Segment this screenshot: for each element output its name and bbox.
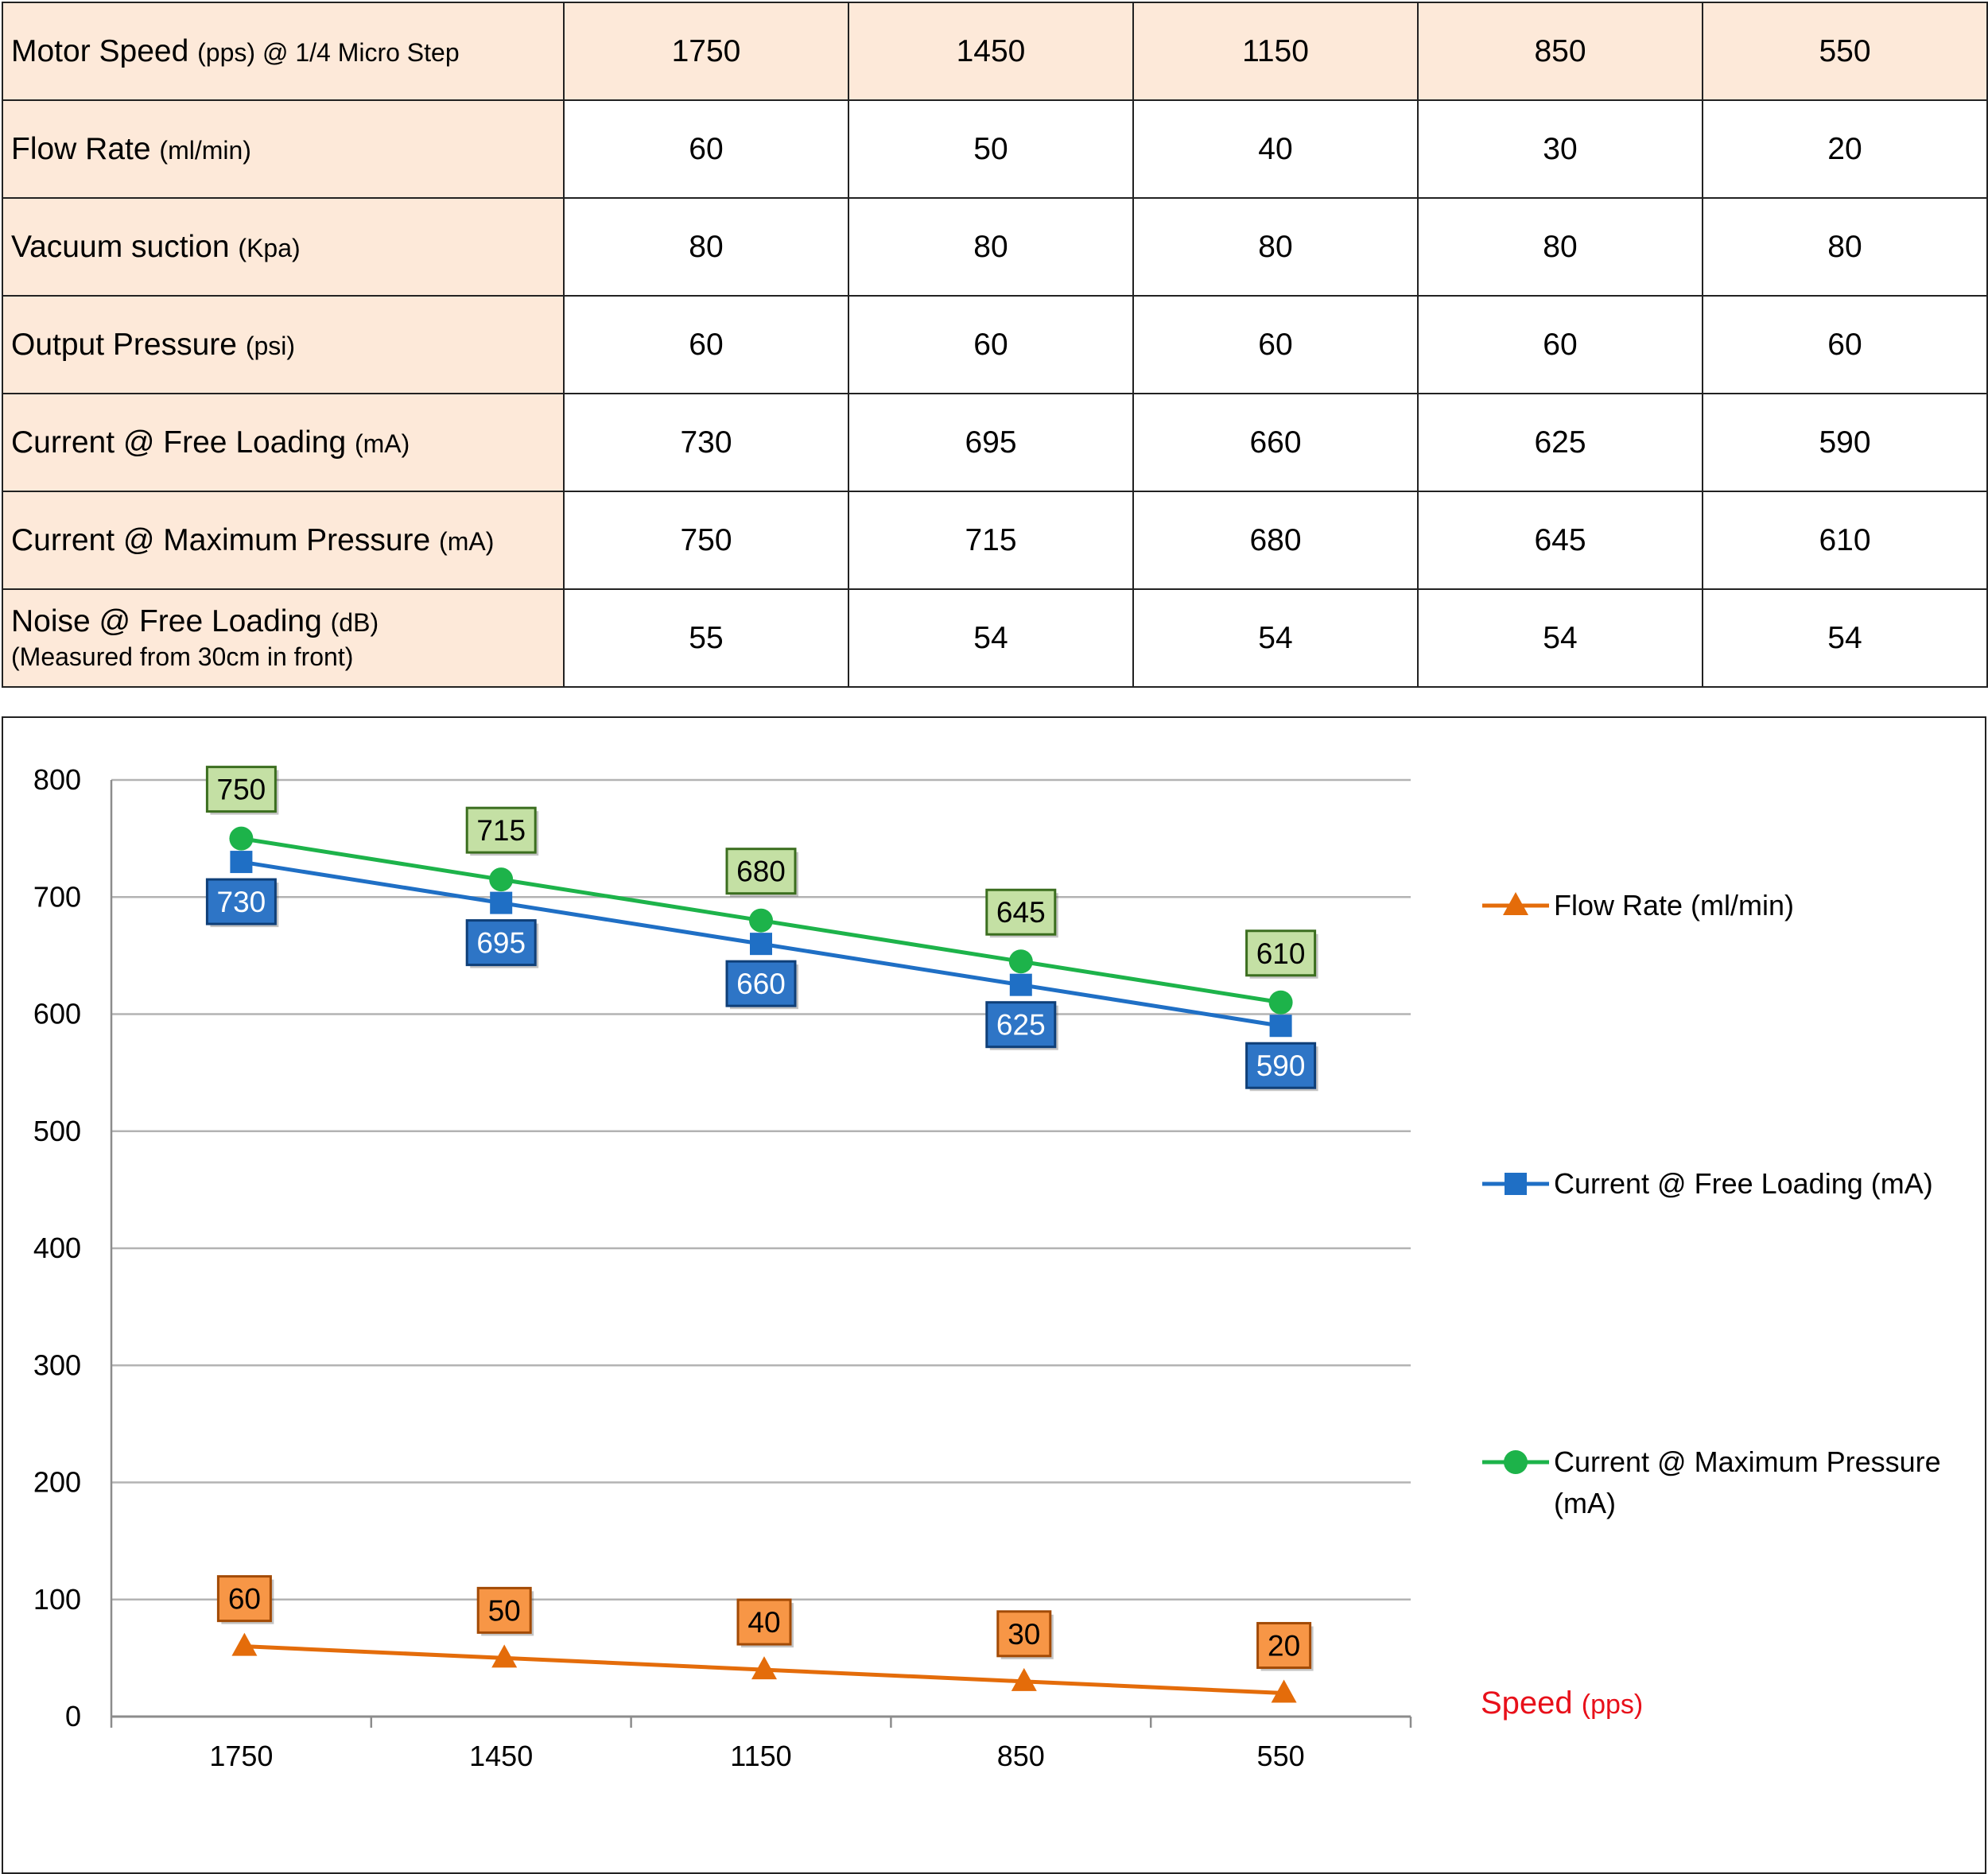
spec-table bbox=[2, 2, 1988, 688]
data-label: 590 bbox=[1256, 1050, 1306, 1083]
data-label: 680 bbox=[736, 855, 786, 888]
data-point bbox=[1010, 974, 1032, 996]
table-cell: 730 bbox=[564, 394, 848, 491]
legend-marker bbox=[1505, 1173, 1527, 1195]
table-cell: 80 bbox=[848, 198, 1133, 296]
data-point bbox=[749, 909, 773, 933]
table-cell: 80 bbox=[1133, 198, 1418, 296]
row-label bbox=[2, 2, 564, 100]
table-cell: 80 bbox=[564, 198, 848, 296]
row-label bbox=[2, 491, 564, 589]
table-cell: 50 bbox=[848, 100, 1133, 198]
y-tick-label: 800 bbox=[33, 763, 81, 796]
data-point bbox=[231, 1633, 257, 1656]
data-point bbox=[750, 933, 772, 955]
table-cell: 645 bbox=[1418, 491, 1703, 589]
data-point bbox=[230, 851, 252, 873]
table-cell: 60 bbox=[564, 296, 848, 394]
data-label: 610 bbox=[1256, 937, 1306, 970]
table-cell: 80 bbox=[1418, 198, 1703, 296]
y-tick-label: 200 bbox=[33, 1465, 81, 1499]
data-label: 60 bbox=[227, 1582, 261, 1616]
x-tick-label: 550 bbox=[1256, 1740, 1305, 1772]
table-cell: 55 bbox=[564, 589, 848, 687]
row-label-text: Current @ Free Loading bbox=[11, 425, 355, 460]
data-label: 40 bbox=[747, 1606, 781, 1639]
table-row bbox=[2, 2, 1987, 100]
table-cell: 695 bbox=[848, 394, 1133, 491]
row-label-text: Vacuum suction bbox=[11, 229, 239, 264]
data-point bbox=[1269, 991, 1293, 1015]
row-label-text: Flow Rate bbox=[11, 131, 160, 166]
table-row bbox=[2, 198, 1987, 296]
table-cell: 54 bbox=[1418, 589, 1703, 687]
table-cell: 1150 bbox=[1133, 2, 1418, 100]
table-cell: 550 bbox=[1703, 2, 1987, 100]
table-cell: 54 bbox=[848, 589, 1133, 687]
data-point bbox=[1009, 949, 1033, 973]
x-tick-label: 850 bbox=[996, 1740, 1045, 1772]
y-tick-label: 500 bbox=[33, 1114, 81, 1147]
row-label-note: (Measured from 30cm in front) bbox=[11, 642, 354, 671]
data-label: 660 bbox=[736, 968, 786, 1001]
data-point bbox=[1270, 1015, 1292, 1037]
row-label bbox=[2, 589, 564, 687]
table-row bbox=[2, 296, 1987, 394]
legend-label: Current @ Free Loading (mA) bbox=[1554, 1167, 1933, 1200]
table-cell: 60 bbox=[1418, 296, 1703, 394]
table-cell: 60 bbox=[1703, 296, 1987, 394]
table-cell: 610 bbox=[1703, 491, 1987, 589]
x-axis-title: Speed (pps) bbox=[1481, 1686, 1644, 1721]
table-cell: 850 bbox=[1418, 2, 1703, 100]
table-cell: 60 bbox=[564, 100, 848, 198]
table-cell: 40 bbox=[1133, 100, 1418, 198]
data-label: 695 bbox=[476, 926, 526, 960]
table-cell: 1750 bbox=[564, 2, 848, 100]
legend-marker bbox=[1504, 1450, 1528, 1474]
y-tick-label: 600 bbox=[33, 997, 81, 1030]
table-cell: 590 bbox=[1703, 394, 1987, 491]
table-row bbox=[2, 491, 1987, 589]
row-label bbox=[2, 100, 564, 198]
data-label: 750 bbox=[216, 773, 266, 806]
performance-line-chart bbox=[3, 718, 1985, 1872]
table-cell: 715 bbox=[848, 491, 1133, 589]
table-cell: 54 bbox=[1133, 589, 1418, 687]
x-tick-label: 1150 bbox=[730, 1740, 792, 1772]
table-cell: 680 bbox=[1133, 491, 1418, 589]
row-label-unit: (psi) bbox=[245, 331, 296, 360]
row-label-unit: (mA) bbox=[354, 429, 410, 458]
y-tick-label: 400 bbox=[33, 1232, 81, 1264]
row-label-text: Noise @ Free Loading bbox=[11, 604, 331, 638]
data-label: 50 bbox=[487, 1594, 521, 1628]
row-label-text: Motor Speed bbox=[11, 33, 198, 68]
x-tick-label: 1450 bbox=[469, 1740, 534, 1772]
row-label bbox=[2, 198, 564, 296]
row-label-unit: (mA) bbox=[439, 526, 495, 556]
row-label-unit: (pps) @ 1/4 Micro Step bbox=[197, 37, 460, 67]
table-cell: 1450 bbox=[848, 2, 1133, 100]
chart-panel bbox=[2, 716, 1986, 1874]
x-tick-label: 1750 bbox=[209, 1740, 274, 1772]
data-label: 645 bbox=[996, 896, 1046, 929]
legend-label: Flow Rate (ml/min) bbox=[1554, 889, 1795, 921]
y-tick-label: 700 bbox=[33, 880, 81, 914]
row-label bbox=[2, 394, 564, 491]
data-point bbox=[229, 827, 253, 851]
table-cell: 750 bbox=[564, 491, 848, 589]
y-tick-label: 300 bbox=[33, 1348, 81, 1382]
y-tick-label: 0 bbox=[64, 1700, 81, 1732]
data-point bbox=[490, 892, 512, 914]
legend-label: (mA) bbox=[1554, 1487, 1616, 1519]
row-label-unit: (ml/min) bbox=[159, 135, 251, 165]
table-cell: 660 bbox=[1133, 394, 1418, 491]
table-row bbox=[2, 100, 1987, 198]
y-tick-label: 100 bbox=[33, 1582, 81, 1616]
row-label bbox=[2, 296, 564, 394]
legend-label: Current @ Maximum Pressure bbox=[1554, 1445, 1941, 1478]
table-cell: 54 bbox=[1703, 589, 1987, 687]
table-cell: 625 bbox=[1418, 394, 1703, 491]
data-label: 730 bbox=[216, 886, 266, 919]
table-cell: 80 bbox=[1703, 198, 1987, 296]
row-label-text: Output Pressure bbox=[11, 327, 246, 362]
table-cell: 60 bbox=[848, 296, 1133, 394]
row-label-unit: (dB) bbox=[330, 608, 379, 637]
data-label: 715 bbox=[476, 814, 526, 848]
table-cell: 20 bbox=[1703, 100, 1987, 198]
data-point bbox=[489, 867, 513, 891]
data-label: 30 bbox=[1008, 1617, 1041, 1651]
table-row bbox=[2, 394, 1987, 491]
row-label-text: Current @ Maximum Pressure bbox=[11, 522, 440, 557]
table-cell: 30 bbox=[1418, 100, 1703, 198]
data-label: 625 bbox=[996, 1008, 1046, 1042]
row-label-unit: (Kpa) bbox=[238, 233, 301, 262]
table-row bbox=[2, 589, 1987, 687]
data-label: 20 bbox=[1268, 1629, 1301, 1663]
table-cell: 60 bbox=[1133, 296, 1418, 394]
